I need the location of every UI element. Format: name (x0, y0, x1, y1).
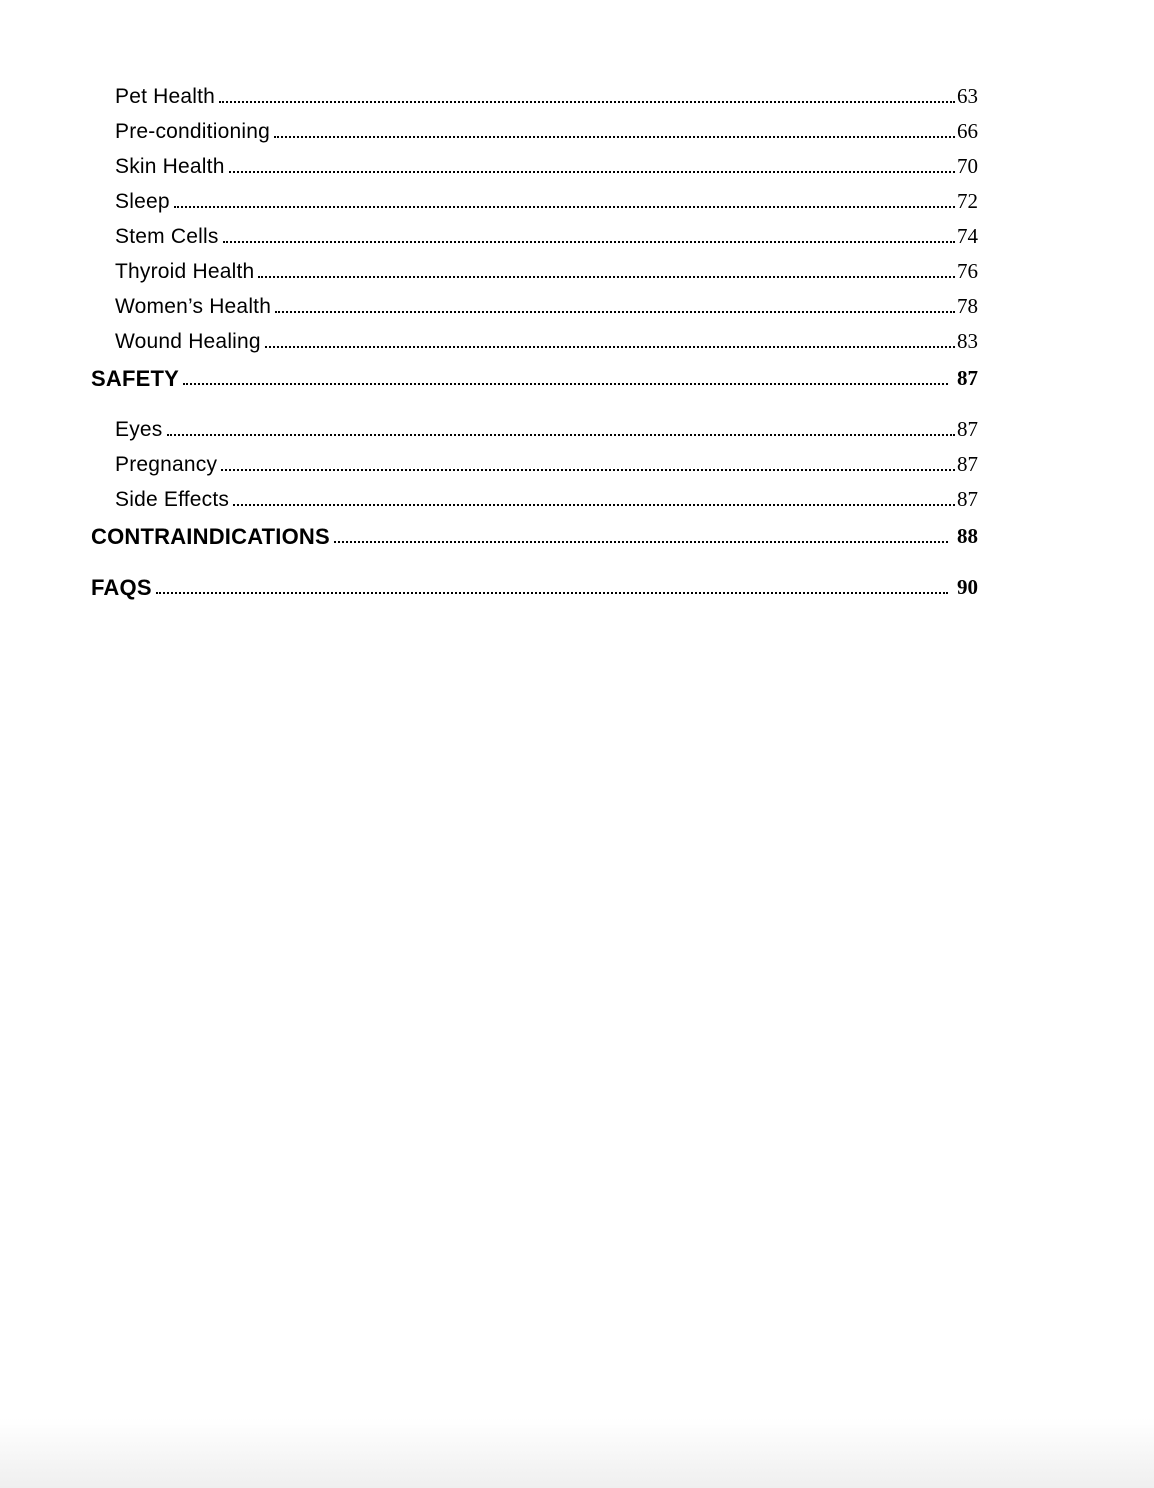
toc-page-number: 87 (957, 366, 978, 390)
toc-page-number: 90 (957, 575, 978, 599)
toc-entry-eyes[interactable] (91, 407, 978, 442)
toc-entry-label: Side Effects (115, 488, 230, 511)
toc-entry-contraindications[interactable] (91, 514, 978, 549)
dot-leader (233, 504, 955, 506)
toc-entry-wound-healing[interactable] (91, 319, 978, 354)
toc-entry-thyroid-health[interactable] (91, 249, 978, 284)
toc-entry-pet-health[interactable] (91, 74, 978, 109)
dot-leader (275, 311, 955, 313)
toc-entry-safety[interactable] (91, 356, 978, 391)
toc-page-number: 74 (957, 224, 978, 248)
toc-page-number: 66 (957, 119, 978, 143)
dot-leader (156, 592, 948, 594)
toc-entry-label: Pet Health (115, 85, 216, 108)
toc-entry-label: CONTRAINDICATIONS (91, 524, 330, 549)
toc-entry-pregnancy[interactable] (91, 442, 978, 477)
toc-page-number: 87 (957, 452, 978, 476)
toc-entry-side-effects[interactable] (91, 477, 978, 512)
toc-entry-label: Sleep (115, 190, 170, 213)
dot-leader (219, 101, 955, 103)
toc-page-number: 83 (957, 329, 978, 353)
toc-entry-pre-conditioning[interactable] (91, 109, 978, 144)
dot-leader (183, 383, 948, 385)
toc-entry-label: Eyes (115, 418, 163, 441)
dot-leader (334, 541, 948, 543)
page-bottom-shadow (0, 1418, 1154, 1488)
toc-entry-stem-cells[interactable] (91, 214, 978, 249)
toc-page-number: 88 (957, 524, 978, 548)
toc-entry-label: FAQS (91, 575, 152, 600)
dot-leader (223, 241, 955, 243)
toc-entry-sleep[interactable] (91, 179, 978, 214)
toc-page-number: 70 (957, 154, 978, 178)
toc-page-number: 87 (957, 487, 978, 511)
toc-entry-label: Women’s Health (115, 295, 272, 318)
toc-page-number: 87 (957, 417, 978, 441)
dot-leader (265, 346, 955, 348)
toc-page-number: 76 (957, 259, 978, 283)
toc-entry-faqs[interactable] (91, 565, 978, 600)
toc-entry-label: Pre-conditioning (115, 120, 270, 143)
toc-entry-label: Stem Cells (115, 225, 219, 248)
dot-leader (167, 434, 956, 436)
toc-entry-skin-health[interactable] (91, 144, 978, 179)
dot-leader (229, 171, 955, 173)
dot-leader (274, 136, 955, 138)
toc-entry-label: Pregnancy (115, 453, 218, 476)
toc-entry-label: SAFETY (91, 366, 179, 391)
toc-entry-womens-health[interactable] (91, 284, 978, 319)
dot-leader (221, 469, 955, 471)
toc-page-number: 63 (957, 84, 978, 108)
toc-page-number: 78 (957, 294, 978, 318)
toc-entry-label: Thyroid Health (115, 260, 255, 283)
toc-entry-label: Wound Healing (115, 330, 261, 353)
dot-leader (174, 206, 955, 208)
dot-leader (258, 276, 955, 278)
toc-entry-label: Skin Health (115, 155, 225, 178)
toc-page-number: 72 (957, 189, 978, 213)
